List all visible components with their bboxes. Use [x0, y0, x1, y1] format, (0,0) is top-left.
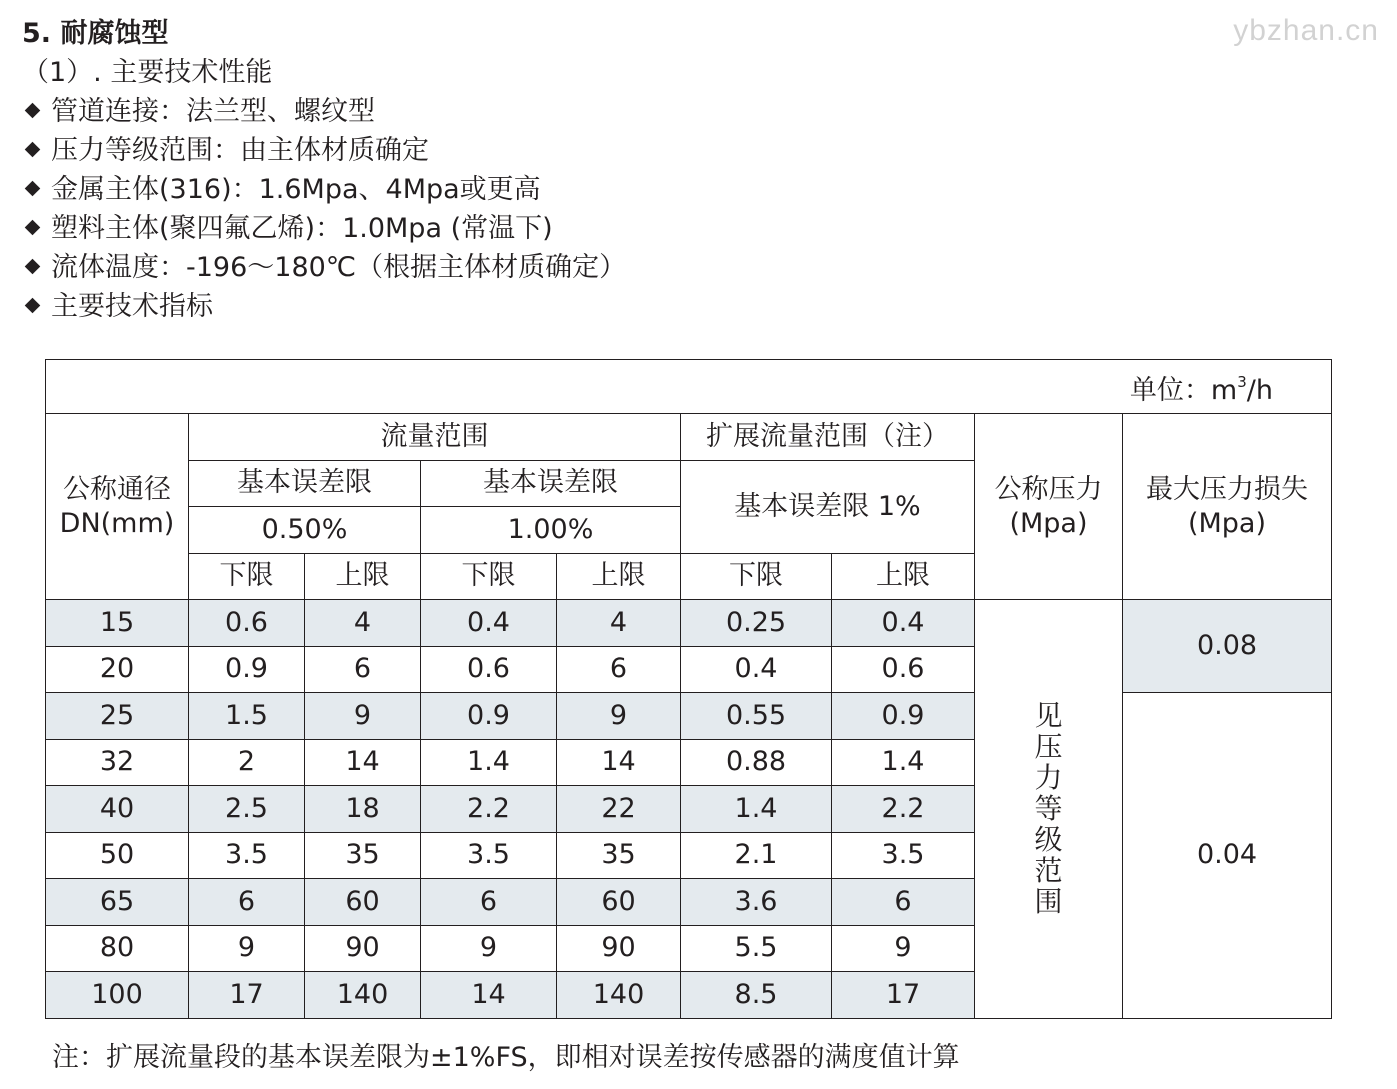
bullet-item: [22, 209, 626, 248]
table-cell-dn: 20: [46, 646, 189, 693]
table-cell-l3: 0.4: [681, 646, 832, 693]
table-cell-l1: 9: [189, 925, 305, 972]
header-pressure: [975, 414, 1123, 600]
header-max-loss-text: 最大压力损失(Mpa): [1146, 473, 1308, 539]
header-upper: 上限: [832, 553, 975, 600]
table-cell-l3: 1.4: [681, 786, 832, 833]
header-ext-range: 扩展流量范围（注）: [681, 414, 975, 461]
table-cell-u2: 90: [557, 925, 681, 972]
header-lower: 下限: [189, 553, 305, 600]
table-cell-l1: 0.6: [189, 600, 305, 647]
bullet-item: [22, 248, 626, 287]
spec-table: [45, 359, 1332, 1019]
table-cell-l2: 0.6: [421, 646, 557, 693]
header-ext-error: 基本误差限 1%: [681, 460, 975, 553]
table-cell-l2: 2.2: [421, 786, 557, 833]
table-cell-u1: 18: [305, 786, 421, 833]
header-flow-range: 流量范围: [189, 414, 681, 461]
header-pct-2: 1.00%: [421, 507, 681, 554]
table-cell-u2: 4: [557, 600, 681, 647]
table-cell-u1: 35: [305, 832, 421, 879]
bullet-text: 塑料主体(聚四氟乙烯)：1.0Mpa (常温下): [51, 213, 553, 244]
diamond-bullet-icon: [25, 141, 41, 157]
header-lower: 下限: [681, 553, 832, 600]
table-cell-l1: 0.9: [189, 646, 305, 693]
unit-cell: [46, 360, 1332, 414]
bullet-text: 压力等级范围：由主体材质确定: [51, 135, 429, 166]
table-row: [46, 693, 1332, 740]
header-dn: [46, 414, 189, 600]
bullet-item: [22, 92, 626, 131]
table-cell-l2: 1.4: [421, 739, 557, 786]
section-heading: 5. 耐腐蚀型: [22, 18, 169, 49]
bullet-text: 流体温度：-196～180℃（根据主体材质确定）: [51, 252, 627, 283]
table-cell-u3: 0.4: [832, 600, 975, 647]
unit-suffix: /h: [1246, 374, 1273, 406]
bullet-text: 主要技术指标: [51, 291, 213, 322]
table-cell-l1: 2: [189, 739, 305, 786]
diamond-bullet-icon: [25, 180, 41, 196]
table-cell-l1: 1.5: [189, 693, 305, 740]
table-cell-l1: 2.5: [189, 786, 305, 833]
table-cell-l3: 2.1: [681, 832, 832, 879]
table-cell-u3: 0.6: [832, 646, 975, 693]
diamond-bullet-icon: [25, 297, 41, 313]
table-cell-l2: 6: [421, 879, 557, 926]
diamond-bullet-icon: [25, 219, 41, 235]
table-cell-l3: 5.5: [681, 925, 832, 972]
table-cell-u3: 2.2: [832, 786, 975, 833]
table-cell-l2: 9: [421, 925, 557, 972]
table-cell-u1: 14: [305, 739, 421, 786]
table-cell-u2: 35: [557, 832, 681, 879]
table-cell-u2: 140: [557, 972, 681, 1019]
table-cell-dn: 50: [46, 832, 189, 879]
unit-label: 单位：m: [1129, 374, 1238, 406]
table-cell-u1: 90: [305, 925, 421, 972]
table-cell-l1: 3.5: [189, 832, 305, 879]
table-cell-l2: 0.4: [421, 600, 557, 647]
table-cell-l2: 3.5: [421, 832, 557, 879]
table-cell-u2: 14: [557, 739, 681, 786]
bullet-item: [22, 131, 626, 170]
diamond-bullet-icon: [25, 258, 41, 274]
max-loss-small-cell: 0.08: [1123, 600, 1332, 693]
pressure-note-cell: [975, 600, 1123, 1019]
table-cell-dn: 15: [46, 600, 189, 647]
table-cell-dn: 100: [46, 972, 189, 1019]
table-row: [46, 600, 1332, 647]
header-basic-error-2: 基本误差限: [421, 460, 681, 507]
table-cell-dn: 25: [46, 693, 189, 740]
pressure-note-text: 见压力等级范围: [1034, 698, 1063, 918]
footnote: 注：扩展流量段的基本误差限为±1%FS，即相对误差按传感器的满度值计算: [52, 1042, 960, 1073]
header-dn-text: 公称通径DN(mm): [59, 473, 175, 539]
header-upper: 上限: [305, 553, 421, 600]
header-pct-1: 0.50%: [189, 507, 421, 554]
table-cell-u3: 0.9: [832, 693, 975, 740]
bullet-text: 金属主体(316)：1.6Mpa、4Mpa或更高: [51, 174, 541, 205]
table-cell-u1: 6: [305, 646, 421, 693]
table-cell-u3: 1.4: [832, 739, 975, 786]
spec-bullet-list: [22, 92, 626, 326]
table-cell-l2: 0.9: [421, 693, 557, 740]
header-pressure-text: 公称压力(Mpa): [994, 473, 1103, 539]
bullet-text: 管道连接：法兰型、螺纹型: [51, 96, 375, 127]
header-max-loss: [1123, 414, 1332, 600]
table-cell-l1: 17: [189, 972, 305, 1019]
watermark: ybzhan.cn: [1233, 14, 1379, 47]
table-cell-u3: 9: [832, 925, 975, 972]
table-cell-l3: 0.25: [681, 600, 832, 647]
header-row-1: [46, 414, 1332, 461]
diamond-bullet-icon: [25, 102, 41, 118]
header-upper: 上限: [557, 553, 681, 600]
max-loss-large-cell: 0.04: [1123, 693, 1332, 1019]
table-cell-u3: 17: [832, 972, 975, 1019]
header-basic-error-1: 基本误差限: [189, 460, 421, 507]
table-cell-dn: 65: [46, 879, 189, 926]
table-cell-l3: 3.6: [681, 879, 832, 926]
bullet-item: [22, 170, 626, 209]
table-cell-u1: 4: [305, 600, 421, 647]
table-cell-u1: 140: [305, 972, 421, 1019]
table-cell-u3: 6: [832, 879, 975, 926]
bullet-item: [22, 287, 626, 326]
table-cell-u2: 60: [557, 879, 681, 926]
table-cell-u1: 60: [305, 879, 421, 926]
header-lower: 下限: [421, 553, 557, 600]
table-cell-l3: 0.88: [681, 739, 832, 786]
table-cell-l3: 0.55: [681, 693, 832, 740]
table-cell-l3: 8.5: [681, 972, 832, 1019]
table-cell-u2: 6: [557, 646, 681, 693]
unit-superscript: 3: [1237, 372, 1247, 391]
table-cell-u3: 3.5: [832, 832, 975, 879]
table-cell-l1: 6: [189, 879, 305, 926]
table-cell-u2: 22: [557, 786, 681, 833]
table-cell-l2: 14: [421, 972, 557, 1019]
table-cell-u2: 9: [557, 693, 681, 740]
table-cell-dn: 80: [46, 925, 189, 972]
table-cell-u1: 9: [305, 693, 421, 740]
section-subheading: （1）. 主要技术性能: [22, 57, 273, 88]
unit-row: [46, 360, 1332, 414]
table-cell-dn: 40: [46, 786, 189, 833]
table-cell-dn: 32: [46, 739, 189, 786]
